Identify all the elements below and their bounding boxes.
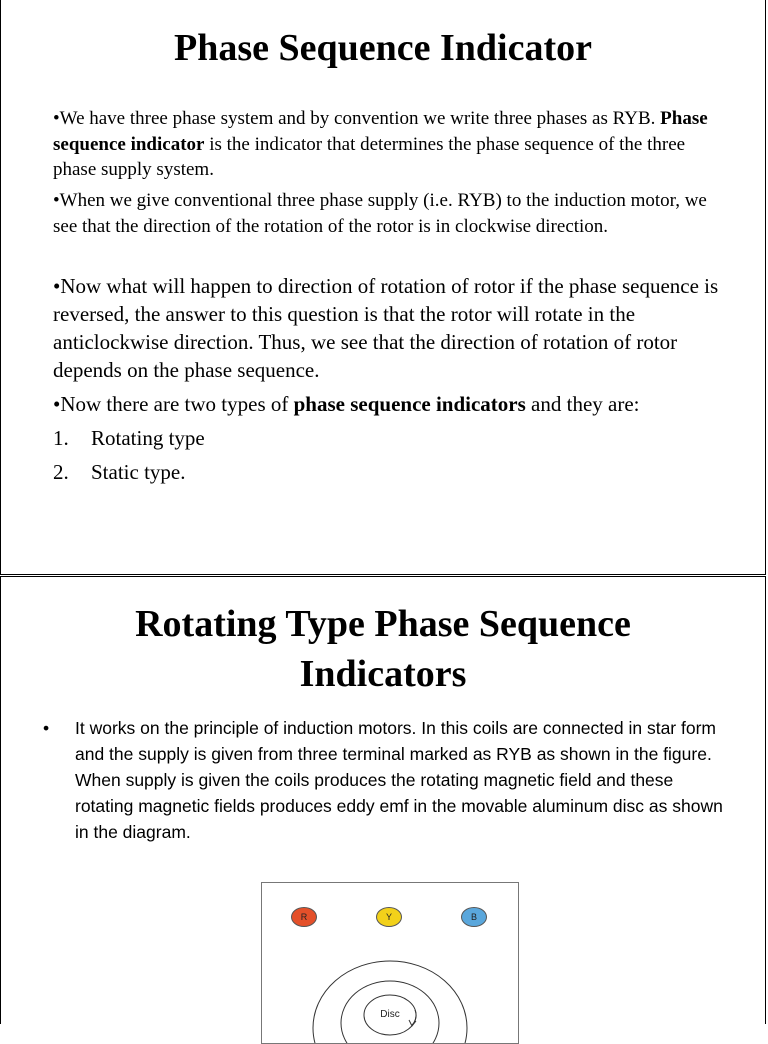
title-line: Indicators	[299, 653, 467, 695]
terminal-b: B	[461, 907, 487, 927]
bullet-paragraph	[43, 715, 733, 845]
outer-ring	[313, 961, 467, 1043]
paragraph-conventional-supply: •When we give conventional three phase supply (i.e. RYB) to the induction motor, we see that the direction of the rotation of the rotor is in clockwise direction.	[53, 190, 707, 237]
paragraph-text: and they are:	[525, 392, 640, 416]
bullet-text: It works on the principle of induction motors. In this coils are connected in star form and the supply is given from three terminal marked as RYB as shown in the figure. When supply is given the coils produces the rotating magnetic field and these rotating magnetic fields produces eddy emf in the movable aluminum disc as shown in the diagram.	[75, 718, 723, 842]
paragraph-text: •We have three phase system and by convention we write three phases as RYB.	[53, 108, 661, 129]
list-number: 2.	[53, 460, 69, 484]
list-text: Static type.	[91, 460, 186, 484]
bold-term: phase sequence indicators	[293, 392, 526, 416]
slide-rotating-type-indicators	[0, 576, 766, 1024]
paragraph-text: •Now there are two types of	[53, 392, 294, 416]
paragraph-intro	[53, 106, 719, 183]
paragraph-types-intro	[53, 390, 719, 418]
terminal-r: R	[291, 907, 317, 927]
bold-term: Phase sequence indicator	[53, 108, 708, 155]
disc-label: Disc	[380, 1009, 400, 1020]
paragraph-text: is the indicator that determines the phase sequence of the three phase supply system.	[53, 133, 686, 180]
list-item	[53, 458, 185, 486]
bullet-icon: •	[43, 718, 50, 738]
list-text: Rotating type	[91, 426, 205, 450]
paragraph-reversed-sequence: •Now what will happen to direction of rotation of rotor if the phase sequence is reversed, the answer to this question is that the rotor will rotate in the anticlockwise direction. Thus, we see that the direction of rotation of rotor depends on the phase sequence.	[53, 274, 719, 382]
slide-title	[1, 599, 765, 699]
list-number: 1.	[53, 426, 69, 450]
terminal-y: Y	[376, 907, 402, 927]
list-item	[53, 424, 205, 452]
phase-indicator-diagram	[261, 882, 519, 1044]
title-line: Rotating Type Phase Sequence	[135, 603, 631, 645]
slide-title: Phase Sequence Indicator	[174, 27, 592, 69]
